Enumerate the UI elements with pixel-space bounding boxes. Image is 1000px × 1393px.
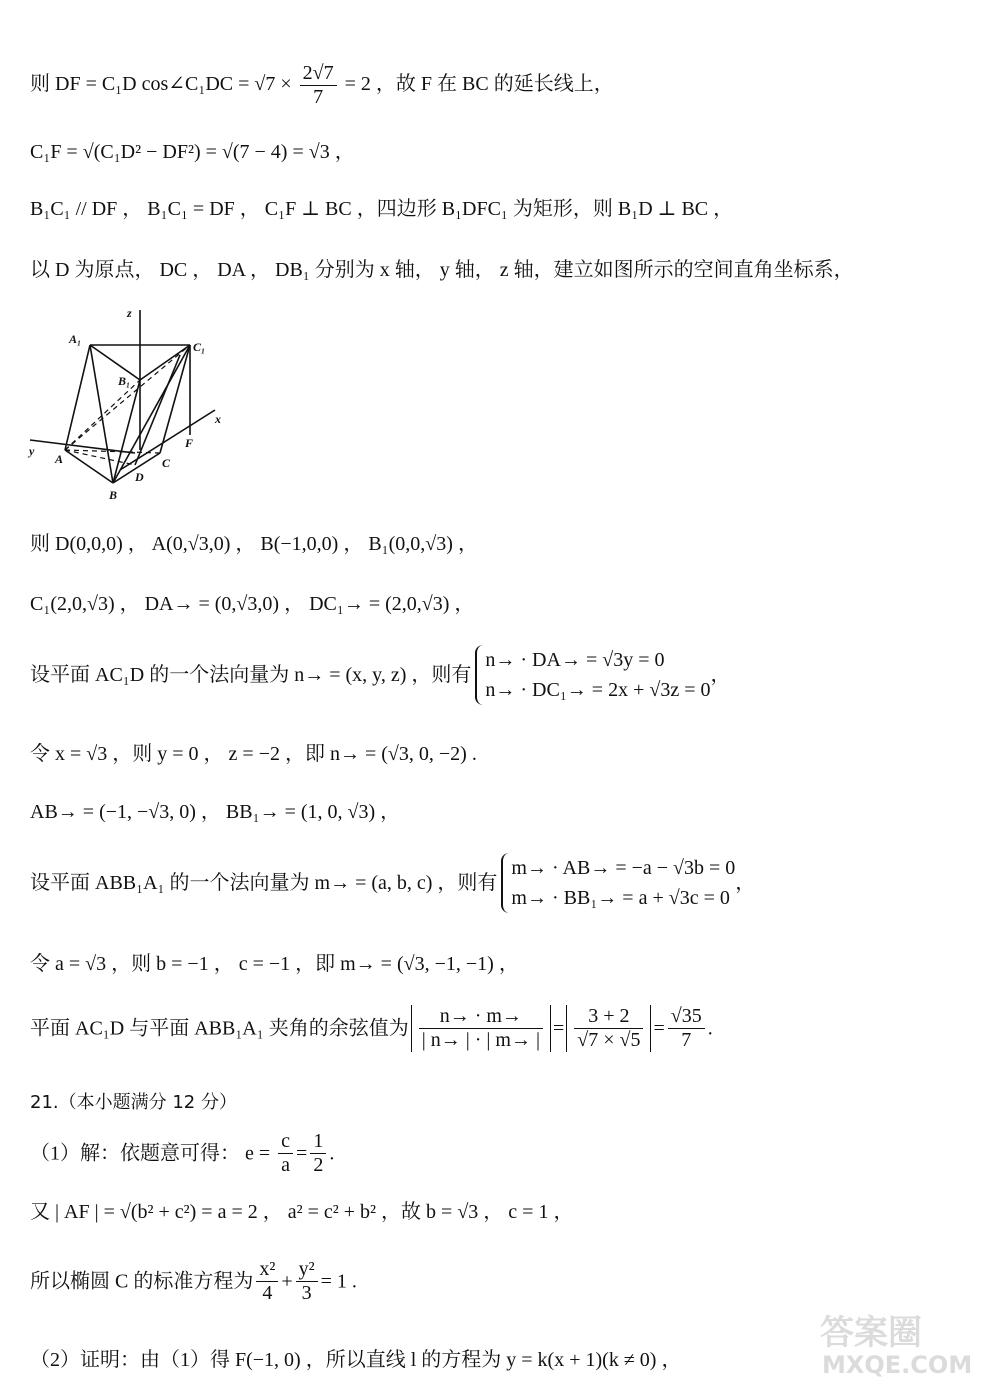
fraction-1-over-2 — [310, 1130, 326, 1177]
equals-one: = 1 . — [320, 1270, 357, 1293]
edge-a1-b — [90, 345, 113, 483]
text-line-1 — [30, 62, 614, 109]
text-line-6: C₁(2,0,√3) ， DA→ = (0,√3,0) ， DC₁→ = (2,0,√3) ， — [30, 593, 475, 615]
text-line-16 — [30, 1258, 357, 1305]
label-x: x — [215, 412, 221, 426]
line-1-head: 则 DF = C₁D cos∠C₁DC = √7 × — [30, 73, 297, 96]
period: . — [707, 1017, 713, 1040]
period: . — [329, 1142, 335, 1165]
fraction-denominator: √7 × √5 — [577, 1029, 641, 1051]
plus-sign: + — [281, 1270, 293, 1293]
text-line-11: 令 a = √3 ，则 b = −1 ， c = −1 ，即 m→ = (√3, −1, −1) ， — [30, 953, 519, 975]
label-d: D — [135, 470, 144, 484]
fraction-numerator: n→ · m→ — [419, 1005, 543, 1029]
edge-c1-d — [135, 355, 180, 465]
label-c: C — [162, 456, 171, 470]
label-z: z — [127, 306, 132, 320]
line-1-tail: = 2 ，故 F 在 BC 的延长线上， — [339, 73, 614, 96]
abs-cosine-fraction — [411, 1005, 551, 1052]
fraction-numerator: √35 — [668, 1005, 705, 1029]
line-12-pre: 平面 AC₁D 与平面 ABB₁A₁ 夹角的余弦值为 — [30, 1017, 409, 1040]
fraction-c-over-a — [278, 1130, 293, 1177]
fraction-denominator: 7 — [681, 1029, 692, 1051]
line-16-pre: 所以椭圆 C 的标准方程为 — [30, 1270, 254, 1293]
fraction-y2-over-3 — [296, 1258, 318, 1305]
text-line-12 — [30, 1005, 713, 1052]
text-line-15: 又 | AF | = √(b² + c²) = a = 2 ， a² = c² + b² ，故 b = √3 ， c = 1 ， — [30, 1201, 574, 1223]
equation-system-m — [501, 853, 735, 913]
fraction-n-dot-m — [419, 1005, 543, 1052]
label-c1: C₁ — [193, 340, 206, 354]
text-line-3: B₁C₁ // DF ， B₁C₁ = DF ， C₁F ⊥ BC ，四边形 B₁DFC₁ 为矩形，则 B₁D ⊥ BC ， — [30, 198, 734, 220]
problem-21-heading: 21.（本小题满分 12 分） — [30, 1092, 237, 1113]
text-line-10 — [30, 853, 755, 913]
fraction-numerator: c — [278, 1130, 293, 1154]
equals-sign: = — [296, 1142, 308, 1165]
edge-a1-b1 — [90, 345, 140, 380]
text-line-2: C₁F = √(C₁D² − DF²) = √(7 − 4) = √3 ， — [30, 141, 355, 163]
fraction-numerator: x² — [256, 1258, 278, 1282]
text-line-17: （2）证明：由（1）得 F(−1, 0) ，所以直线 l 的方程为 y = k(x + 1)(k ≠ 0) ， — [30, 1349, 682, 1371]
label-a: A — [55, 452, 64, 466]
fraction-2sqrt7-over-7 — [300, 62, 337, 109]
text-line-7 — [30, 645, 731, 705]
fraction-numerator: y² — [296, 1258, 318, 1282]
fraction-denominator: | n→ | · | m→ | — [421, 1029, 540, 1051]
system-m-eq1: m→ · AB→ = −a − √3b = 0 — [511, 857, 736, 879]
text-line-4: 以 D 为原点， DC ， DA ， DB₁ 分别为 x 轴， y 轴， z 轴，建立如图所示的空间直角坐标系， — [30, 259, 854, 281]
system-m-eq2: m→ · BB₁→ = a + √3c = 0 — [511, 887, 730, 909]
abs-numeric-fraction — [566, 1005, 651, 1052]
text-line-14 — [30, 1130, 334, 1177]
text-line-5: 则 D(0,0,0) ， A(0,√3,0) ， B(−1,0,0) ， B₁(0,0,√3) ， — [30, 533, 478, 555]
system-n-eq1: n→ · DA→ = √3y = 0 — [485, 649, 665, 671]
label-f: F — [185, 436, 194, 450]
edge-a1-a — [65, 345, 90, 450]
line-7-pre: 设平面 AC₁D 的一个法向量为 n→ = (x, y, z) ，则有 — [30, 664, 472, 686]
line-7-post: ， — [710, 664, 731, 686]
label-y: y — [29, 444, 35, 458]
system-n-eq2: n→ · DC₁→ = 2x + √3z = 0 — [485, 679, 711, 701]
line-10-pre: 设平面 ABB₁A₁ 的一个法向量为 m→ = (a, b, c) ，则有 — [30, 872, 498, 894]
dashed-a-b1 — [65, 380, 140, 450]
y-axis-line — [30, 440, 135, 453]
dashed-a-c1 — [65, 345, 190, 450]
equals-sign: = — [653, 1017, 665, 1040]
equation-system-n — [475, 645, 710, 705]
watermark-text-bottom: MXQE.COM — [822, 1351, 973, 1379]
watermark-text-top: 答案圈 — [820, 1313, 922, 1353]
equals-sign: = — [552, 1017, 565, 1040]
edge-c1-b — [113, 345, 190, 483]
fraction-3plus2 — [574, 1005, 643, 1052]
fraction-result — [668, 1005, 705, 1052]
fraction-denominator: 7 — [313, 86, 324, 108]
text-line-9: AB→ = (−1, −√3, 0) ， BB₁→ = (1, 0, √3) ， — [30, 801, 401, 823]
label-b: B — [109, 488, 118, 502]
fraction-denominator: a — [281, 1154, 291, 1176]
fraction-numerator: 2√7 — [300, 62, 337, 86]
label-a1: A₁ — [69, 332, 82, 346]
fraction-denominator: 2 — [313, 1154, 324, 1176]
fraction-numerator: 1 — [310, 1130, 326, 1154]
line-14-pre: （1）解：依题意可得： e = — [30, 1142, 276, 1165]
watermark-logo — [800, 1305, 980, 1385]
fraction-denominator: 4 — [262, 1282, 273, 1304]
line-10-post: ， — [735, 872, 756, 894]
edge-a-b — [65, 450, 113, 483]
fraction-x2-over-4 — [256, 1258, 278, 1305]
label-b1: B₁ — [118, 374, 131, 388]
fraction-numerator: 3 + 2 — [574, 1005, 643, 1029]
prism-coordinate-figure — [25, 305, 255, 505]
text-line-8: 令 x = √3 ，则 y = 0 ， z = −2 ，即 n→ = (√3, 0, −2) . — [30, 743, 477, 765]
fraction-denominator: 3 — [301, 1282, 312, 1304]
